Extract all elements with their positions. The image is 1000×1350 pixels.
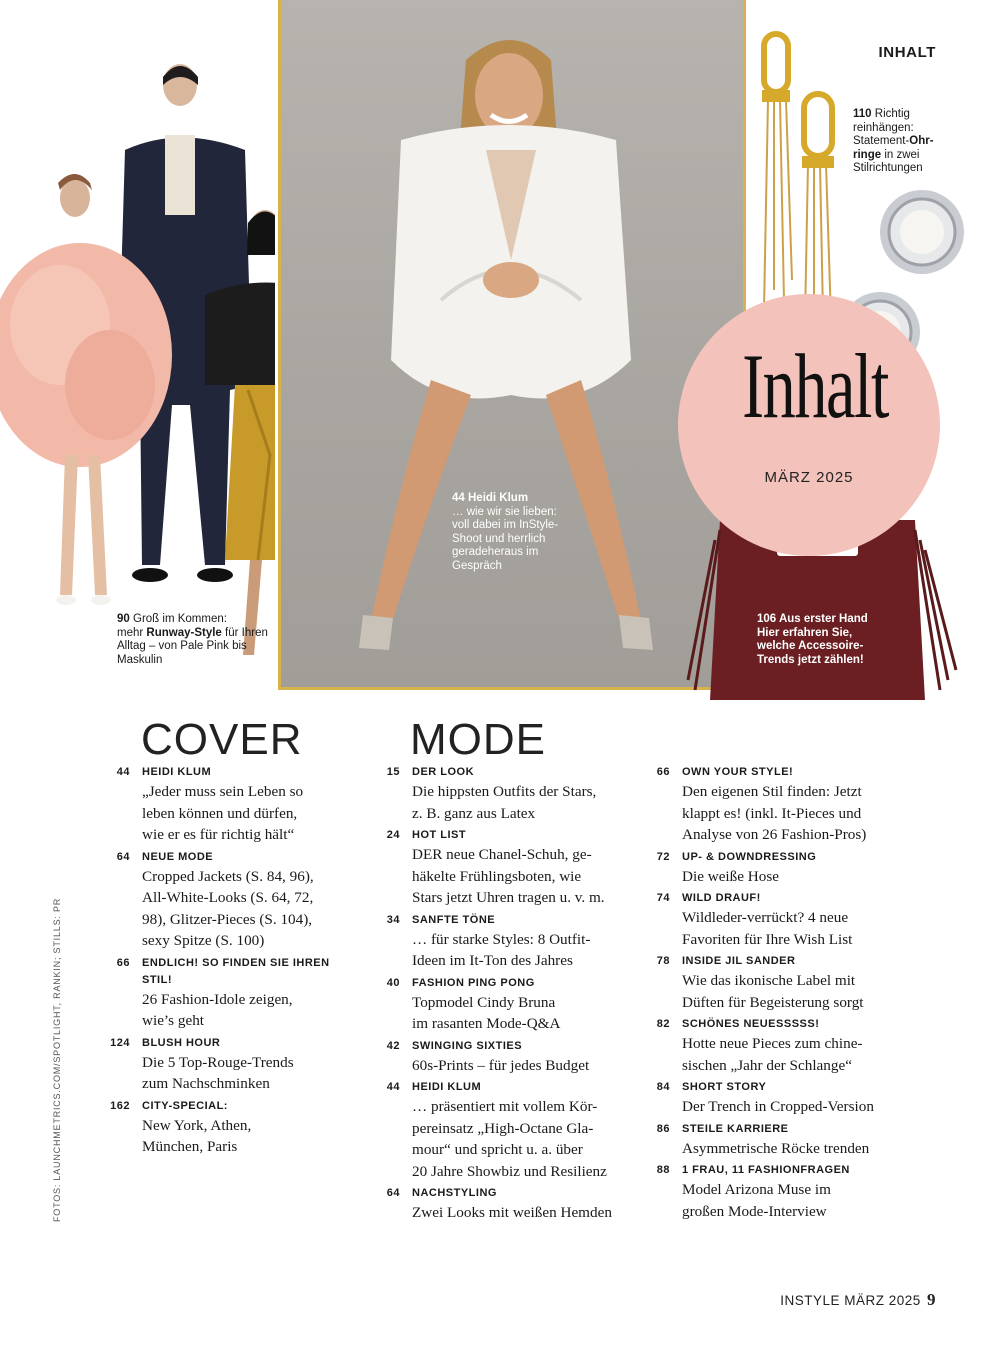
toc-description: Die 5 Top-Rouge-Trends zum Nachschminken [142,1053,294,1092]
toc-kicker: CITY-SPECIAL: [142,1099,228,1112]
toc-entry[interactable] [80,1035,350,1095]
toc-description: … für starke Styles: 8 Outfit- Ideen im It-Ton des Jahres [412,930,591,969]
toc-description: Wie das ikonische Label mit Düften für Begeisterung sorgt [682,972,864,1011]
toc-kicker: HOT LIST [412,829,467,841]
toc-kicker: SANFTE TÖNE [412,913,496,926]
toc-page-number: 64 [386,1187,400,1199]
toc-page-number: 66 [116,956,130,969]
toc-entry[interactable] [620,890,905,950]
toc-kicker: NACHSTYLING [412,1187,497,1199]
toc-page-number: 78 [656,955,670,967]
toc-page-number: 64 [116,850,130,863]
toc-entry[interactable] [620,1162,905,1222]
toc-kicker: 1 FRAU, 11 FASHIONFRAGEN [682,1164,850,1176]
toc-description: Die hippsten Outfits der Stars, z. B. ganz aus Latex [412,783,597,822]
toc-description: Wildleder-verrückt? 4 neue Favoriten für Ihre Wish List [682,909,853,948]
toc-page-number: 86 [656,1122,670,1135]
toc-kicker: HEIDI KLUM [142,766,212,778]
pearl-earring-top [880,190,964,274]
toc-entry[interactable] [350,1038,630,1077]
toc-page-number: 74 [656,892,670,904]
toc-description: 60s-Prints – für jedes Budget [412,1056,590,1074]
toc-entry[interactable] [350,1079,630,1182]
toc-page-number: 34 [386,913,400,926]
issue-date: MÄRZ 2025 [764,469,854,486]
toc-page-number: 66 [656,766,670,778]
toc-page-number: 82 [656,1018,670,1030]
toc-page-number: 44 [386,1081,400,1093]
toc-entry[interactable] [80,764,350,846]
toc-kicker: ENDLICH! SO FINDEN SIE IHREN STIL! [142,956,330,986]
toc-kicker: WILD DRAUF! [682,892,761,904]
toc-page-number: 72 [656,850,670,863]
toc-kicker: HEIDI KLUM [412,1081,482,1093]
toc-kicker: SWINGING SIXTIES [412,1039,523,1052]
toc-page-number: 124 [110,1036,130,1049]
toc-page-number: 44 [116,766,130,778]
toc-entry[interactable] [350,764,630,824]
toc-description: Cropped Jackets (S. 84, 96), All-White-Looks (S. 64, 72, 98), Glitzer-Pieces (S. 104), sexy Spitze (S. 100) [142,867,314,949]
toc-entry[interactable] [620,953,905,1013]
toc-column-mode-continued [620,764,905,1225]
gold-earring-left [762,34,792,310]
toc-entry[interactable] [80,1098,350,1158]
toc-entry[interactable] [620,1121,905,1160]
folio-page-number: 9 [927,1290,936,1309]
bag-caption: 106 Aus erster Hand Hier erfahren Sie, welche Accessoire-Trends jetzt zählen! [757,613,868,666]
section-heading-cover: COVER [141,715,303,764]
toc-description: Zwei Looks mit weißen Hemden [412,1204,612,1221]
toc-kicker: DER LOOK [412,766,475,778]
toc-description: Die weiße Hose [682,867,779,885]
toc-description: Model Arizona Muse im großen Mode-Interview [682,1181,831,1220]
toc-kicker: SHORT STORY [682,1081,767,1093]
toc-kicker: STEILE KARRIERE [682,1122,789,1135]
toc-kicker: INSIDE JIL SANDER [682,955,796,967]
toc-description: „Jeder muss sein Leben so leben können und dürfen, wie er es für richtig hält“ [142,783,304,843]
toc-page-number: 162 [110,1099,130,1112]
toc-entry[interactable] [80,955,350,1032]
toc-page-number: 42 [386,1039,400,1052]
page-title: Inhalt [742,335,888,437]
toc-column-cover [80,764,350,1161]
toc-entry[interactable] [620,1016,905,1076]
toc-kicker: OWN YOUR STYLE! [682,766,794,778]
photo-credit: FOTOS: LAUNCHMETRICS.COM/SPOTLIGHT, RANKIN; STILLS: PR [52,897,62,1222]
toc-kicker: FASHION PING PONG [412,976,535,989]
page-folio [780,1290,936,1310]
toc-kicker: NEUE MODE [142,850,214,863]
heidi-caption: 44 Heidi Klum … wie wir sie lieben: voll dabei im InStyle-Shoot und herrlich geradeheraus im Gespräch [452,492,559,572]
toc-kicker: BLUSH HOUR [142,1036,221,1049]
toc-description: 26 Fashion-Idole zeigen, wie’s geht [142,990,293,1029]
toc-description: Asymmetrische Röcke trenden [682,1139,870,1157]
toc-description: Der Trench in Cropped-Version [682,1098,874,1115]
toc-description: Topmodel Cindy Bruna im rasanten Mode-Q&A [412,993,561,1032]
toc-kicker: UP- & DOWNDRESSING [682,850,817,863]
section-tag: INHALT [878,44,936,61]
cover-star-photo [278,0,746,690]
toc-page-number: 15 [386,766,400,778]
toc-description: … präsentiert mit vollem Kör- pereinsatz „High-Octane Gla- mour“ und spricht u. a. über 20 Jahre Showbiz und Resilienz [412,1098,607,1180]
toc-entry[interactable] [350,827,630,909]
toc-kicker: SCHÖNES NEUESSSSS! [682,1018,820,1030]
toc-page-number: 24 [386,829,400,841]
toc-entry[interactable] [350,975,630,1035]
toc-entry[interactable] [350,1185,630,1224]
runway-photo-collage [0,55,275,695]
toc-page-number: 84 [656,1081,670,1093]
folio-label: INSTYLE MÄRZ 2025 [780,1293,921,1308]
toc-description: DER neue Chanel-Schuh, ge- häkelte Frühlingsboten, wie Stars jetzt Uhren tragen u. v. m. [412,846,605,906]
toc-description: Den eigenen Stil finden: Jetzt klappt es! (inkl. It-Pieces und Analyse von 26 Fashion-Pros) [682,783,867,843]
toc-description: Hotte neue Pieces zum chine- sischen „Jahr der Schlange“ [682,1035,863,1074]
toc-entry[interactable] [350,912,630,972]
earring-caption: 110 Richtig reinhängen: Statement-Ohr-ringe in zwei Stilrichtungen [853,108,934,174]
toc-entry[interactable] [620,764,905,846]
toc-column-mode [350,764,630,1227]
section-heading-mode: MODE [410,715,546,764]
toc-entry[interactable] [80,849,350,952]
toc-page-number: 40 [386,976,400,989]
toc-description: New York, Athen, München, Paris [142,1116,252,1155]
runway-caption: 90 Groß im Kommen: mehr Runway-Style für Ihren Alltag – von Pale Pink bis Maskulin [117,613,268,666]
toc-page-number: 88 [656,1164,670,1176]
toc-entry[interactable] [620,849,905,888]
toc-entry[interactable] [620,1079,905,1118]
